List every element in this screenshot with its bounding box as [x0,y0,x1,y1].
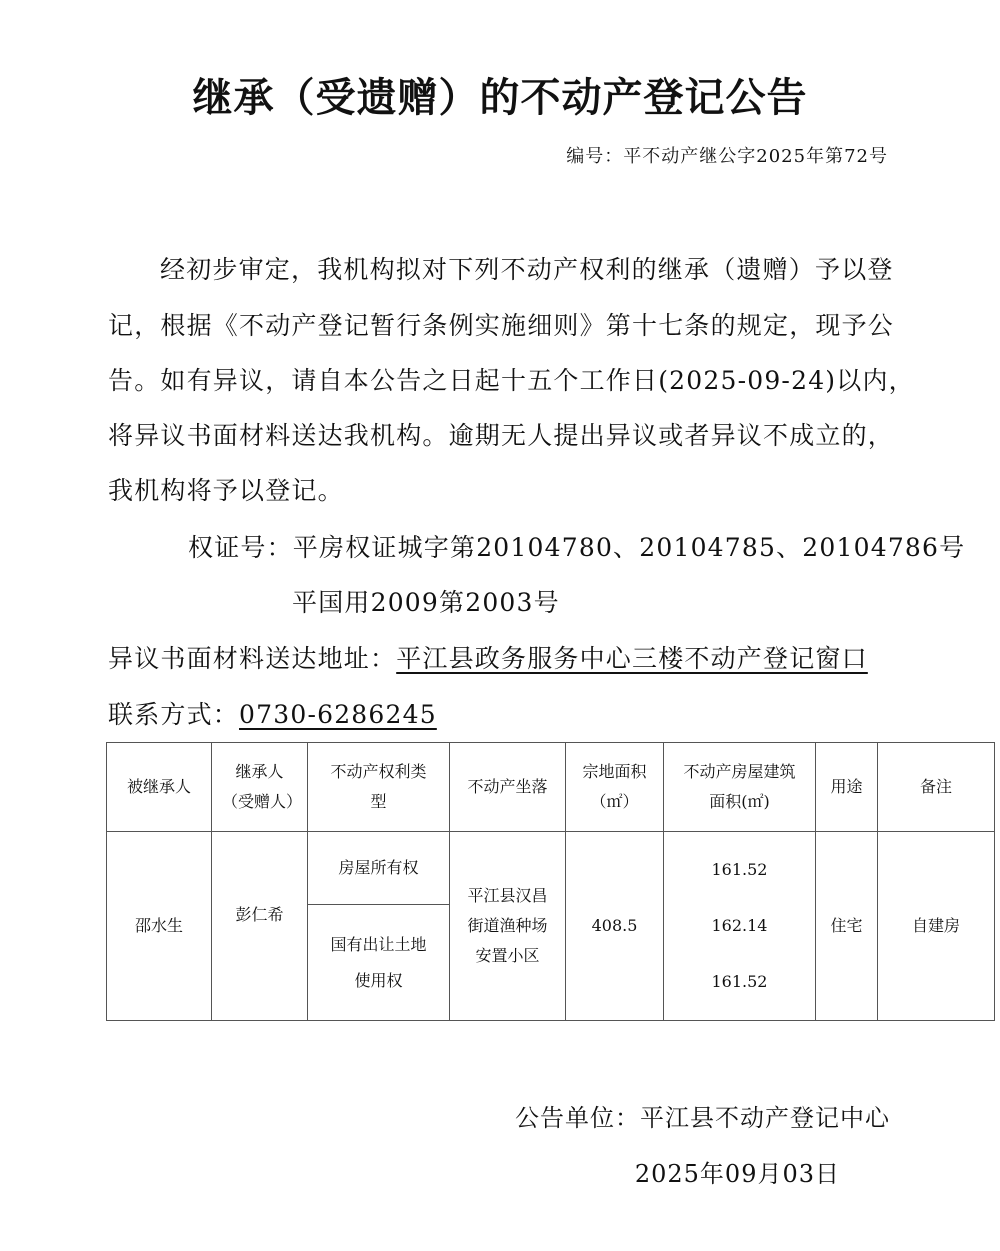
header-building-area: 不动产房屋建筑面积(㎡) [664,743,816,832]
property-table [106,742,995,1021]
cell-building-areas [664,832,816,1021]
address-row [108,639,868,675]
address-label: 异议书面材料送达地址： [108,644,397,673]
table-row [107,832,995,905]
header-use: 用途 [816,743,878,832]
header-land-area: 宗地面积（㎡） [566,743,664,832]
contact-row [108,695,437,731]
address-value: 平江县政务服务中心三楼不动产登记窗口 [396,644,868,673]
certificate-numbers: 权证号：平房权证城字第20104780、20104785、20104786号 [188,533,966,562]
cell-right-type-house: 房屋所有权 [308,832,450,905]
page-title: 继承（受遗赠）的不动产登记公告 [192,75,808,121]
building-area-3: 161.52 [711,972,768,991]
cell-land-area: 408.5 [566,832,664,1021]
body-line: 我机构将予以登记。 [108,476,344,505]
header-heir: 继承人（受赠人） [212,743,308,832]
land-certificate: 平国用2009第2003号 [292,588,560,617]
issuing-unit: 公告单位：平江县不动产登记中心 [515,1104,890,1132]
cell-decedent: 邵水生 [107,832,212,1021]
body-line: 经初步审定，我机构拟对下列不动产权利的继承（遗赠）予以登 [160,255,894,284]
building-area-2: 162.14 [711,916,768,935]
issue-date: 2025年09月03日 [634,1160,840,1188]
body-line: 告。如有异议，请自本公告之日起十五个工作日(2025-09-24)以内， [108,366,915,395]
cell-heir: 彭仁希 [212,832,308,1021]
header-decedent: 被继承人 [107,743,212,832]
document-number: 编号：平不动产继公字2025年第72号 [566,146,888,167]
header-location: 不动产坐落 [450,743,566,832]
cell-note: 自建房 [878,832,995,1021]
cell-right-type-land: 国有出让土地使用权 [308,905,450,1021]
body-line: 记，根据《不动产登记暂行条例实施细则》第十七条的规定，现予公 [108,311,895,340]
building-area-1: 161.52 [711,860,768,879]
cell-location: 平江县汉昌街道渔种场安置小区 [450,832,566,1021]
header-note: 备注 [878,743,995,832]
cell-use: 住宅 [816,832,878,1021]
contact-label: 联系方式： [108,700,240,729]
table-header-row [107,743,995,832]
header-right-type: 不动产权利类 型 [308,743,450,832]
body-line: 将异议书面材料送达我机构。逾期无人提出异议或者异议不成立的， [108,421,895,450]
contact-value: 0730-6286245 [239,700,437,729]
